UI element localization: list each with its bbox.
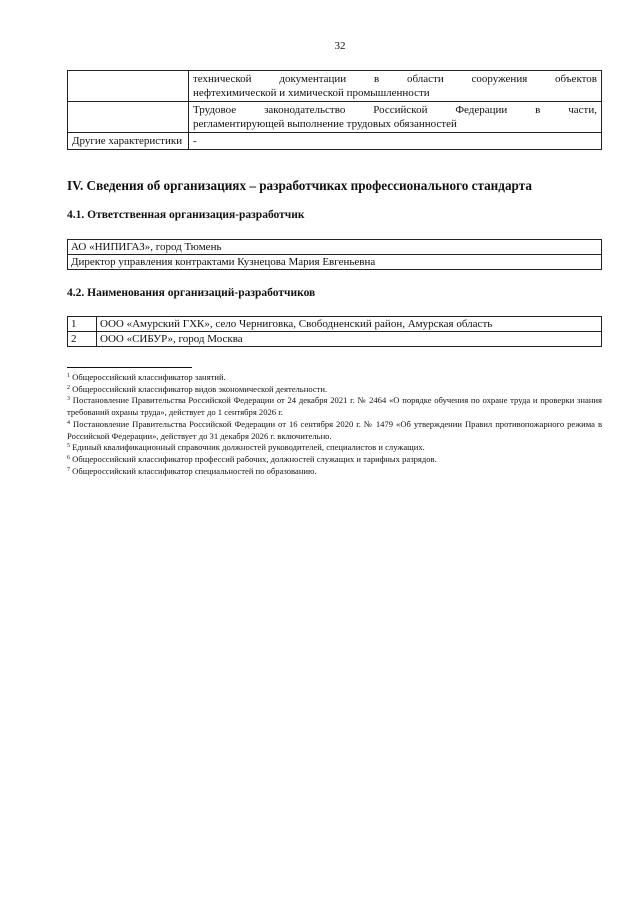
org-name: ООО «Амурский ГХК», село Черниговка, Свободненский район, Амурская область xyxy=(97,317,602,332)
footnote xyxy=(67,442,602,454)
footnote xyxy=(67,372,602,384)
table-cell xyxy=(189,71,602,102)
footnote xyxy=(67,384,602,396)
row-number: 1 xyxy=(68,317,97,332)
footnote-mark: 3 xyxy=(67,396,70,403)
cell-line: Трудовое законодательство Российской Федерации в части, xyxy=(193,104,597,116)
footnote-text: Общероссийский классификатор занятий. xyxy=(72,372,226,382)
footnote-text: Постановление Правительства Российской Федерации от 24 декабря 2021 г. № 2464 «О порядке обучения по охране труда и проверки знания требований охраны труда», действует до 1 сентября 2026 г. xyxy=(67,395,602,418)
row-label: Другие характеристики xyxy=(68,133,189,150)
table-row xyxy=(68,102,602,133)
org-person: Директор управления контрактами Кузнецова Мария Евгеньевна xyxy=(68,255,602,270)
footnote-text: Постановление Правительства Российской Федерации от 16 сентября 2020 г. № 1479 «Об утверждении Правил противопожарного режима в Российской Федерации», действует до 31 декабря 2026 г. включительно. xyxy=(67,418,602,441)
footnote-mark: 5 xyxy=(67,443,70,450)
qualification-table xyxy=(67,70,602,150)
cell-line: регламентирующей выполнение трудовых обязанностей xyxy=(193,118,457,130)
footnote xyxy=(67,395,602,418)
table-cell-empty xyxy=(68,102,189,133)
org-name: АО «НИПИГАЗ», город Тюмень xyxy=(68,240,602,255)
table-cell xyxy=(189,102,602,133)
footnote-text: Общероссийский классификатор видов экономической деятельности. xyxy=(72,383,328,394)
footnotes xyxy=(67,372,602,477)
subsection-heading-2: 4.2. Наименования организаций-разработчиков xyxy=(67,287,316,299)
footnote-mark: 1 xyxy=(67,373,70,379)
table-row xyxy=(68,240,602,255)
footnote-mark: 6 xyxy=(67,454,70,461)
table-cell-empty xyxy=(68,71,189,102)
table-row xyxy=(68,317,602,332)
developer-orgs-table xyxy=(67,316,602,347)
footnote xyxy=(67,454,602,466)
footnote-separator xyxy=(67,367,192,368)
footnote-text: Общероссийский классификатор специальностей по образованию. xyxy=(72,465,317,476)
cell-line: нефтехимической и химической промышленности xyxy=(193,87,430,99)
responsible-org-table xyxy=(67,239,602,270)
footnote xyxy=(67,419,602,442)
table-row xyxy=(68,255,602,270)
section-heading: IV. Сведения об организациях – разработчиках профессионального стандарта xyxy=(67,178,532,193)
footnote-text: Общероссийский классификатор профессий рабочих, должностей служащих и тарифных разрядов. xyxy=(72,453,437,464)
org-name: ООО «СИБУР», город Москва xyxy=(97,332,602,347)
footnote-text: Единый квалификационный справочник должностей руководителей, специалистов и служащих. xyxy=(72,442,425,453)
row-value: - xyxy=(189,133,602,150)
row-number: 2 xyxy=(68,332,97,347)
table-row xyxy=(68,71,602,102)
cell-line: технической документации в области сооружения объектов xyxy=(193,73,597,85)
page-number: 32 xyxy=(334,40,346,52)
footnote-mark: 2 xyxy=(67,384,70,391)
table-row xyxy=(68,133,602,150)
footnote-mark: 4 xyxy=(67,419,70,426)
footnote xyxy=(67,466,602,478)
subsection-heading-1: 4.1. Ответственная организация-разработчик xyxy=(67,209,305,221)
footnote-mark: 7 xyxy=(67,466,70,473)
table-row xyxy=(68,332,602,347)
